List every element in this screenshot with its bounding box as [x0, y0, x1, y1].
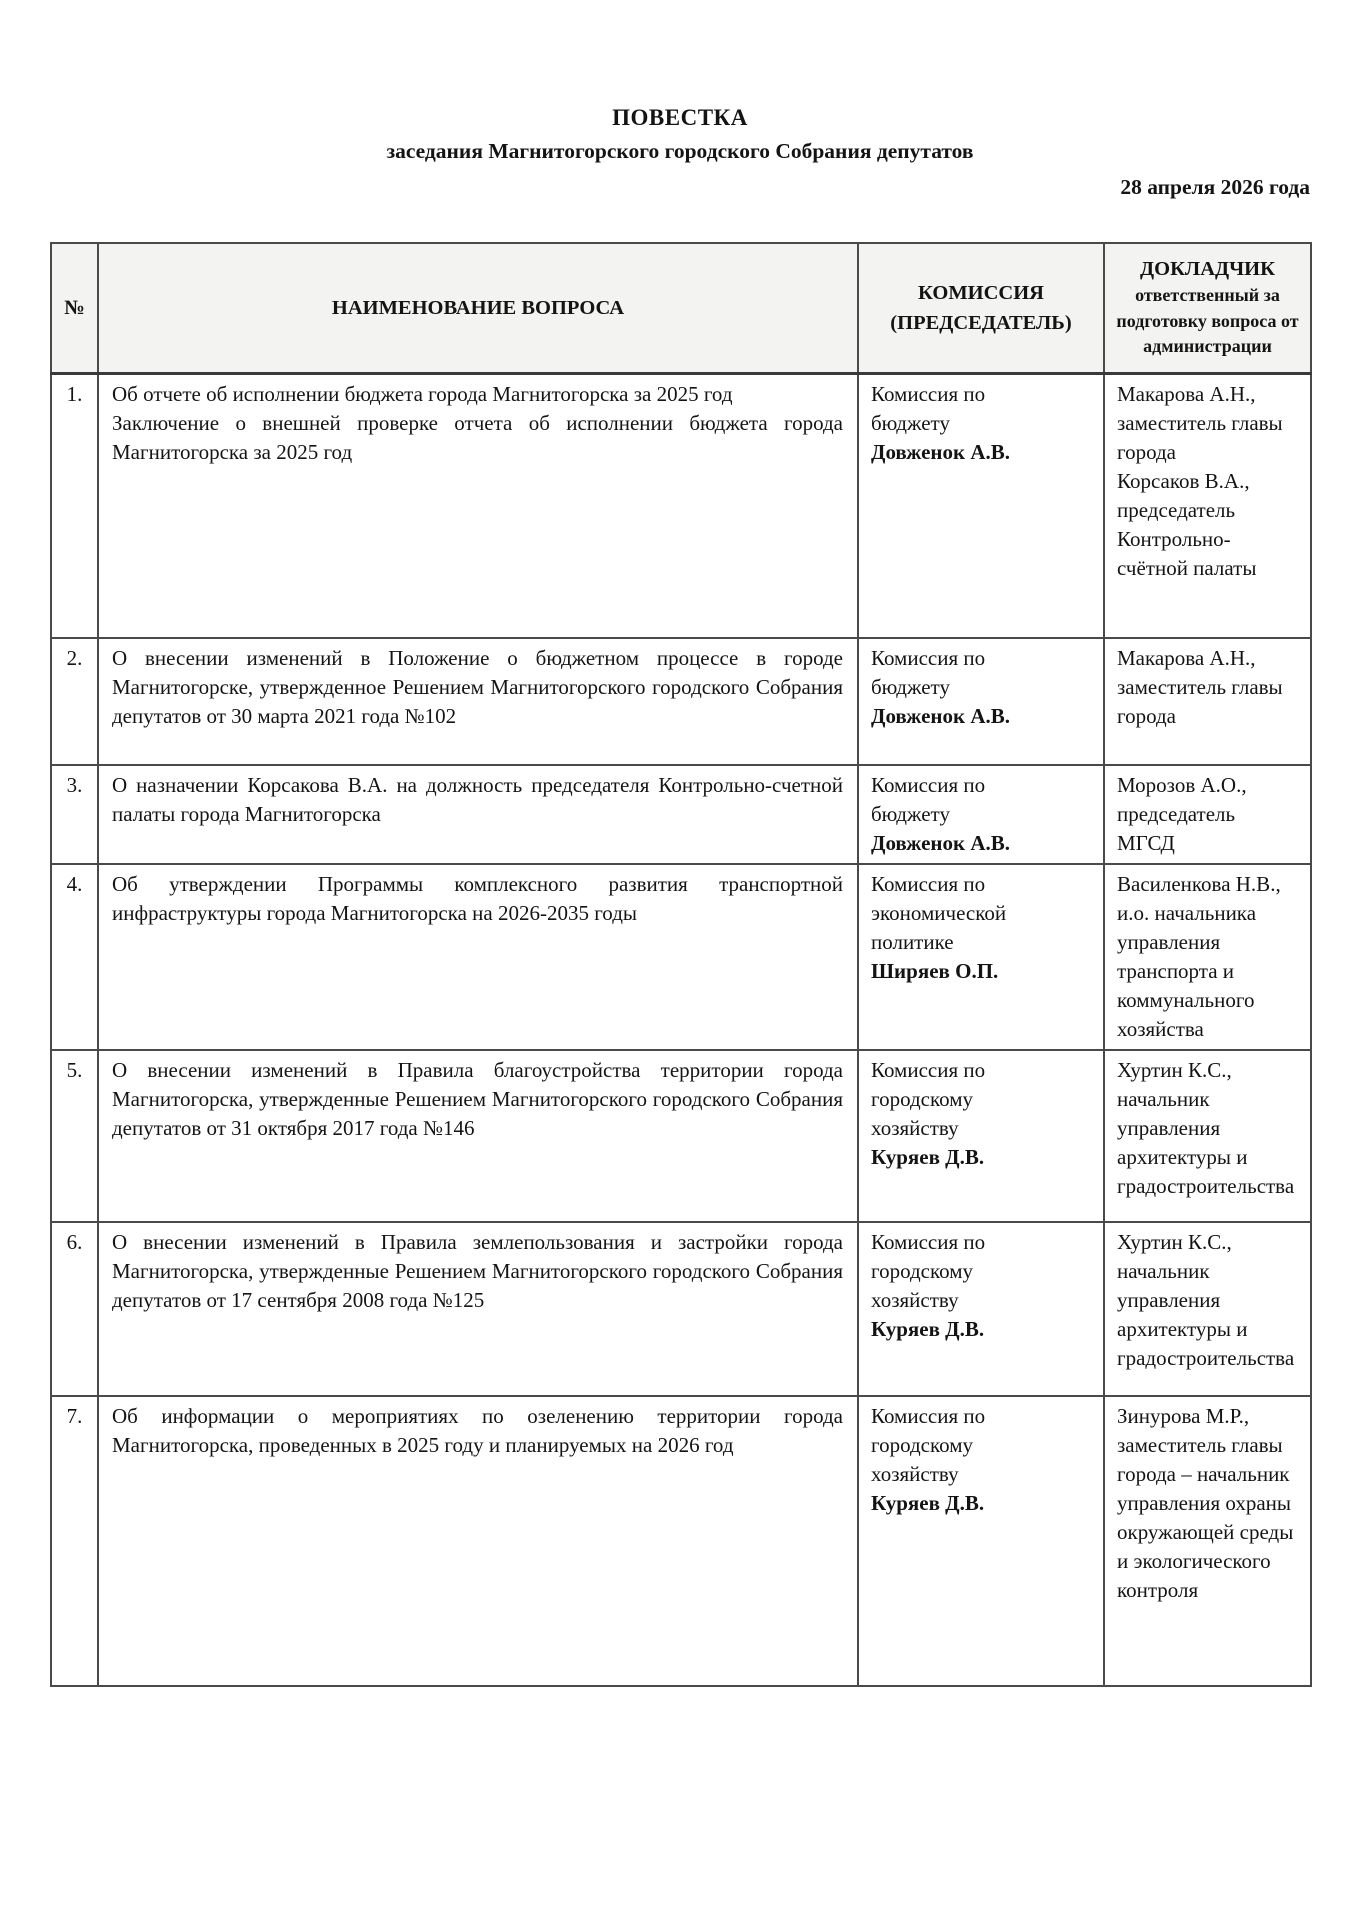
col-header-commission: КОМИССИЯ (ПРЕДСЕДАТЕЛЬ): [858, 243, 1104, 373]
row-number: 5.: [51, 1050, 98, 1222]
table-row: [51, 373, 1311, 638]
page-title: ПОВЕСТКА: [612, 105, 748, 130]
speaker-cell: [1104, 638, 1311, 765]
commission-chair: Довженок А.В.: [871, 704, 1011, 728]
question-cell: [98, 373, 858, 638]
col-header-speaker: [1104, 243, 1311, 373]
table-row: [51, 638, 1311, 765]
commission-chair: Куряев Д.В.: [871, 1145, 985, 1169]
speaker-cell: [1104, 373, 1311, 638]
commission-name: Комиссия по бюджету: [871, 773, 986, 826]
col-header-question: НАИМЕНОВАНИЕ ВОПРОСА: [98, 243, 858, 373]
speaker-cell: [1104, 1050, 1311, 1222]
question-text: О внесении изменений в Положение о бюджетном процессе в городе Магнитогорске, утвержденное Решением Магнитогорского городского Собрания депутатов от 30 марта 2021 года №102: [112, 646, 843, 728]
question-cell: [98, 638, 858, 765]
commission-cell: [858, 1050, 1104, 1222]
meeting-date: 28 апреля 2026 года: [1120, 175, 1310, 199]
speaker-text: Зинурова М.Р., заместитель главы города – начальник управления охраны окружающей среды и экологического контроля: [1117, 1404, 1294, 1602]
speaker-cell: [1104, 1222, 1311, 1396]
question-text: Об информации о мероприятиях по озеленению территории города Магнитогорска, проведенных в 2025 году и планируемых на 2026 год: [112, 1404, 843, 1457]
header-row: [51, 243, 1311, 373]
commission-name: Комиссия по экономической политике: [871, 872, 1007, 954]
speaker-text: Василенкова Н.В., и.о. начальника управления транспорта и коммунального хозяйства: [1117, 872, 1281, 1041]
agenda-table: [50, 242, 1312, 1687]
speaker-text: Морозов А.О., председатель МГСД: [1117, 773, 1247, 855]
commission-cell: [858, 638, 1104, 765]
row-number: 6.: [51, 1222, 98, 1396]
commission-chair: Ширяев О.П.: [871, 959, 999, 983]
speaker-text: Макарова А.Н., заместитель главы города: [1117, 646, 1283, 728]
table-row: [51, 1050, 1311, 1222]
question-cell: [98, 765, 858, 864]
table-row: [51, 765, 1311, 864]
row-number: 2.: [51, 638, 98, 765]
commission-chair: Куряев Д.В.: [871, 1317, 985, 1341]
speaker-cell: [1104, 864, 1311, 1050]
table-row: [51, 1396, 1311, 1686]
speaker-text: Хуртин К.С., начальник управления архитектуры и градостроительства: [1117, 1230, 1295, 1370]
question-text: Заключение о внешней проверке отчета об исполнении бюджета города Магнитогорска за 2025 год: [112, 410, 843, 464]
commission-name: Комиссия по бюджету: [871, 646, 986, 699]
row-number: 4.: [51, 864, 98, 1050]
speaker-header-subtitle: ответственный за подготовку вопроса от администрации: [1116, 285, 1299, 356]
question-cell: [98, 1396, 858, 1686]
table-row: [51, 1222, 1311, 1396]
question-text: О назначении Корсакова В.А. на должность председателя Контрольно-счетной палаты города Магнитогорска: [112, 773, 843, 826]
speaker-header-title: ДОКЛАДЧИК: [1140, 258, 1275, 280]
page-subtitle: заседания Магнитогорского городского Собрания депутатов: [386, 139, 974, 163]
question-text: О внесении изменений в Правила землепользования и застройки города Магнитогорска, утвержденные Решением Магнитогорского городского Собрания депутатов от 17 сентября 2008 года №125: [112, 1230, 843, 1312]
question-text: О внесении изменений в Правила благоустройства территории города Магнитогорска, утвержденные Решением Магнитогорского городского Собрания депутатов от 31 октября 2017 года №146: [112, 1058, 843, 1140]
commission-name: Комиссия по городскому хозяйству: [871, 1404, 986, 1486]
col-header-num: №: [51, 243, 98, 373]
commission-chair: Довженок А.В.: [871, 439, 1011, 464]
row-number: 3.: [51, 765, 98, 864]
speaker-text: Корсаков В.А., председатель Контрольно-счётной палаты: [1117, 468, 1257, 580]
question-text: Об отчете об исполнении бюджета города Магнитогорска за 2025 год: [112, 381, 733, 406]
question-cell: [98, 864, 858, 1050]
row-number: 7.: [51, 1396, 98, 1686]
title-block: [50, 0, 1310, 205]
row-number: 1.: [51, 373, 98, 638]
commission-name: Комиссия по городскому хозяйству: [871, 1058, 986, 1140]
commission-chair: Куряев Д.В.: [871, 1491, 985, 1515]
speaker-text: Макарова А.Н., заместитель главы города: [1117, 381, 1283, 464]
commission-name: Комиссия по городскому хозяйству: [871, 1230, 986, 1312]
commission-cell: [858, 1396, 1104, 1686]
question-text: Об утверждении Программы комплексного развития транспортной инфраструктуры города Магнитогорска на 2026-2035 годы: [112, 872, 843, 925]
commission-name: Комиссия по бюджету: [871, 381, 986, 435]
speaker-cell: [1104, 765, 1311, 864]
speaker-text: Хуртин К.С., начальник управления архитектуры и градостроительства: [1117, 1058, 1295, 1198]
question-cell: [98, 1050, 858, 1222]
commission-cell: [858, 373, 1104, 638]
commission-cell: [858, 765, 1104, 864]
table-row: [51, 864, 1311, 1050]
commission-cell: [858, 864, 1104, 1050]
commission-cell: [858, 1222, 1104, 1396]
question-cell: [98, 1222, 858, 1396]
commission-chair: Довженок А.В.: [871, 831, 1011, 855]
speaker-cell: [1104, 1396, 1311, 1686]
